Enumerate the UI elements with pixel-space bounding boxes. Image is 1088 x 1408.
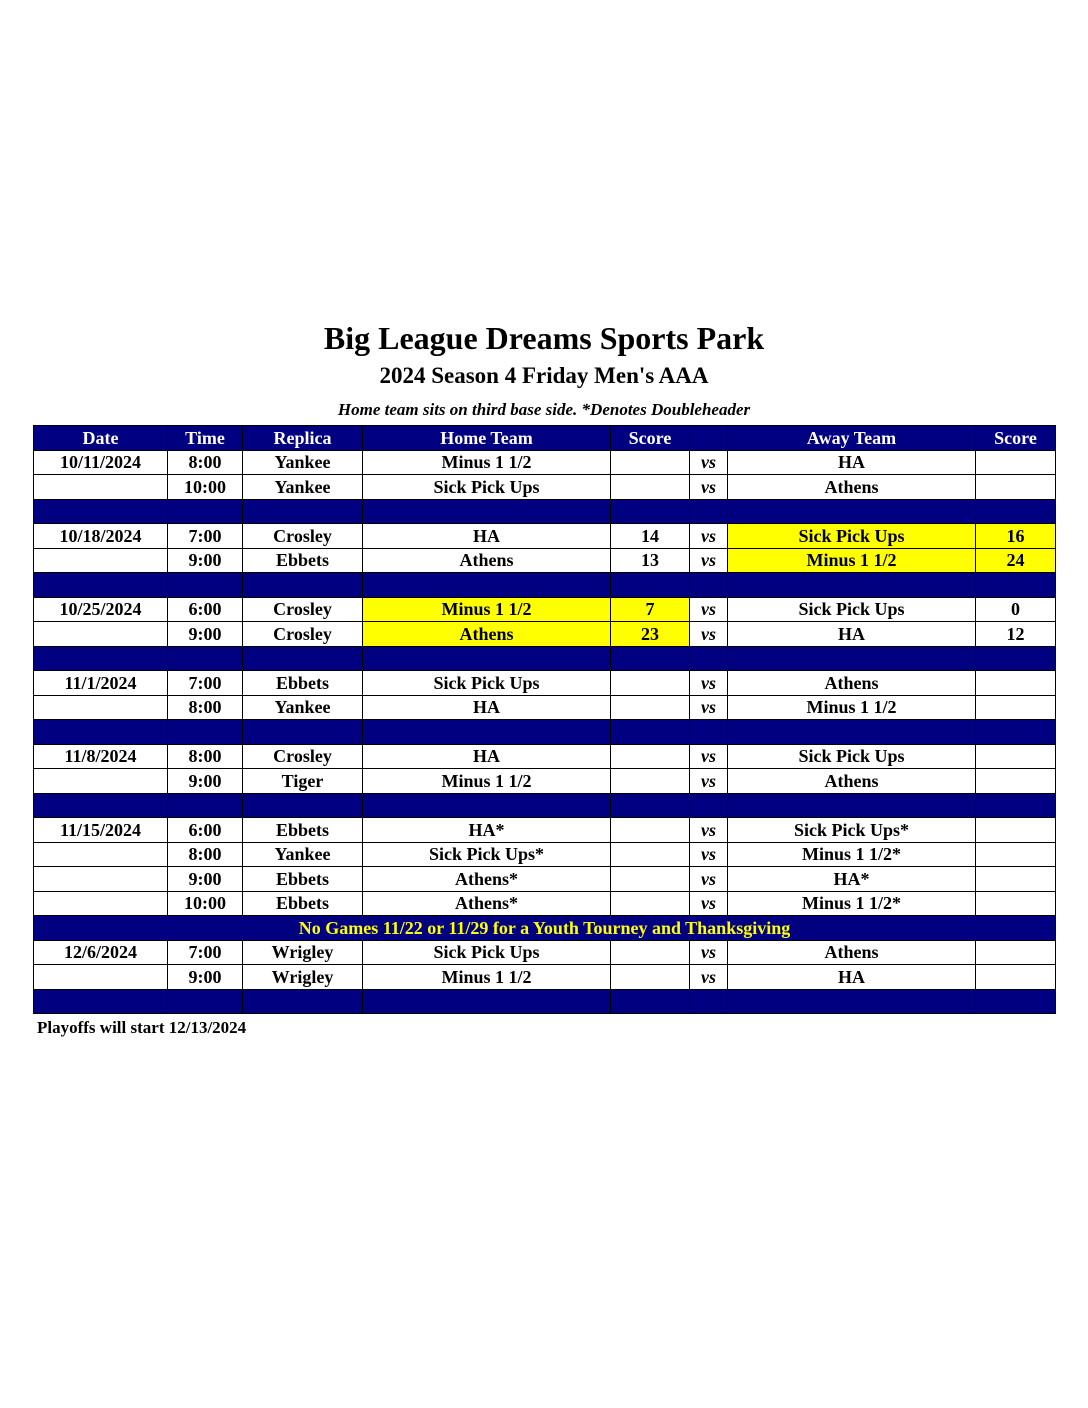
cell-replica: Yankee: [243, 475, 363, 500]
cell-date: [34, 695, 168, 720]
cell-away-score: 0: [976, 597, 1056, 622]
table-row: [34, 622, 1056, 647]
cell-date: [34, 842, 168, 867]
cell-home-score-winner: 23: [611, 622, 690, 647]
table-row: [34, 769, 1056, 794]
cell-home-score: [611, 965, 690, 990]
cell-away-team: HA: [728, 965, 976, 990]
table-row: [34, 671, 1056, 696]
no-games-banner-row: [34, 916, 1056, 941]
separator-row: [34, 720, 1056, 745]
cell-home-team: Sick Pick Ups: [363, 671, 611, 696]
cell-date: [34, 965, 168, 990]
cell-date: 10/18/2024: [34, 524, 168, 549]
cell-replica: Wrigley: [243, 965, 363, 990]
table-row: [34, 891, 1056, 916]
cell-home-score: [611, 450, 690, 475]
cell-home-team: Sick Pick Ups*: [363, 842, 611, 867]
cell-home-score-winner: 7: [611, 597, 690, 622]
cell-time: 10:00: [168, 891, 243, 916]
cell-vs: vs: [690, 597, 728, 622]
cell-home-team: Minus 1 1/2: [363, 965, 611, 990]
table-row: [34, 867, 1056, 892]
cell-vs: vs: [690, 842, 728, 867]
table-row: [34, 524, 1056, 549]
cell-home-team: Athens*: [363, 867, 611, 892]
cell-time: 6:00: [168, 597, 243, 622]
col-header-time: Time: [168, 426, 243, 451]
cell-away-team: Athens: [728, 475, 976, 500]
cell-away-score: 12: [976, 622, 1056, 647]
cell-vs: vs: [690, 769, 728, 794]
cell-away-score: [976, 965, 1056, 990]
cell-away-score-winner: 24: [976, 548, 1056, 573]
cell-vs: vs: [690, 548, 728, 573]
cell-time: 8:00: [168, 695, 243, 720]
cell-away-team: Minus 1 1/2*: [728, 842, 976, 867]
cell-away-score: [976, 744, 1056, 769]
cell-replica: Ebbets: [243, 548, 363, 573]
cell-time: 9:00: [168, 965, 243, 990]
cell-home-team: HA: [363, 695, 611, 720]
cell-home-score: [611, 769, 690, 794]
cell-away-score: [976, 475, 1056, 500]
cell-home-score: 14: [611, 524, 690, 549]
cell-vs: vs: [690, 940, 728, 965]
cell-away-team: Sick Pick Ups*: [728, 818, 976, 843]
cell-away-score: [976, 818, 1056, 843]
cell-date: 10/25/2024: [34, 597, 168, 622]
cell-vs: vs: [690, 622, 728, 647]
cell-away-team: HA: [728, 450, 976, 475]
cell-home-team: HA: [363, 744, 611, 769]
cell-time: 9:00: [168, 622, 243, 647]
cell-date: 10/11/2024: [34, 450, 168, 475]
cell-date: [34, 475, 168, 500]
cell-replica: Ebbets: [243, 867, 363, 892]
cell-time: 9:00: [168, 867, 243, 892]
table-row: [34, 597, 1056, 622]
cell-replica: Crosley: [243, 524, 363, 549]
table-row: [34, 818, 1056, 843]
cell-away-score: [976, 842, 1056, 867]
cell-home-team: HA: [363, 524, 611, 549]
cell-date: [34, 891, 168, 916]
cell-date: 11/1/2024: [34, 671, 168, 696]
schedule-note: Home team sits on third base side. *Denotes Doubleheader: [337, 400, 751, 419]
cell-replica: Crosley: [243, 597, 363, 622]
cell-away-team: Athens: [728, 671, 976, 696]
table-row: [34, 940, 1056, 965]
table-header-row: [34, 426, 1056, 451]
cell-away-score: [976, 671, 1056, 696]
cell-home-team: Athens: [363, 548, 611, 573]
col-header-away-team: Away Team: [728, 426, 976, 451]
cell-home-score: [611, 891, 690, 916]
cell-vs: vs: [690, 475, 728, 500]
cell-replica: Yankee: [243, 695, 363, 720]
table-row: [34, 744, 1056, 769]
cell-away-score: [976, 450, 1056, 475]
table-row: [34, 548, 1056, 573]
no-games-banner: No Games 11/22 or 11/29 for a Youth Tourney and Thanksgiving: [34, 916, 1056, 941]
cell-home-score: 13: [611, 548, 690, 573]
table-row: [34, 450, 1056, 475]
cell-vs: vs: [690, 524, 728, 549]
cell-date: [34, 548, 168, 573]
cell-home-team: Athens*: [363, 891, 611, 916]
cell-home-team: Minus 1 1/2: [363, 769, 611, 794]
cell-date: 12/6/2024: [34, 940, 168, 965]
cell-away-team: Sick Pick Ups: [728, 597, 976, 622]
table-row: [34, 475, 1056, 500]
cell-vs: vs: [690, 867, 728, 892]
cell-time: 7:00: [168, 524, 243, 549]
cell-vs: vs: [690, 744, 728, 769]
cell-away-team: Athens: [728, 769, 976, 794]
cell-vs: vs: [690, 965, 728, 990]
cell-away-score: [976, 695, 1056, 720]
cell-time: 6:00: [168, 818, 243, 843]
col-header-away-score: Score: [976, 426, 1056, 451]
cell-home-score: [611, 842, 690, 867]
page-subtitle: 2024 Season 4 Friday Men's AAA: [379, 363, 709, 388]
cell-date: 11/8/2024: [34, 744, 168, 769]
table-row: [34, 695, 1056, 720]
cell-replica: Ebbets: [243, 671, 363, 696]
cell-time: 8:00: [168, 842, 243, 867]
cell-date: [34, 622, 168, 647]
table-row: [34, 965, 1056, 990]
cell-home-team: Sick Pick Ups: [363, 475, 611, 500]
col-header-vs: [690, 426, 728, 451]
cell-date: [34, 867, 168, 892]
cell-away-score: [976, 867, 1056, 892]
cell-time: 8:00: [168, 450, 243, 475]
cell-home-score: [611, 818, 690, 843]
cell-vs: vs: [690, 695, 728, 720]
cell-time: 7:00: [168, 671, 243, 696]
cell-date: 11/15/2024: [34, 818, 168, 843]
cell-away-team: HA: [728, 622, 976, 647]
cell-replica: Ebbets: [243, 818, 363, 843]
cell-time: 9:00: [168, 548, 243, 573]
cell-replica: Crosley: [243, 622, 363, 647]
cell-away-team-winner: Minus 1 1/2: [728, 548, 976, 573]
separator-row: [34, 646, 1056, 671]
col-header-date: Date: [34, 426, 168, 451]
cell-away-team-winner: Sick Pick Ups: [728, 524, 976, 549]
cell-away-score: [976, 940, 1056, 965]
cell-replica: Tiger: [243, 769, 363, 794]
cell-home-score: [611, 695, 690, 720]
col-header-replica: Replica: [243, 426, 363, 451]
col-header-home-score: Score: [611, 426, 690, 451]
cell-vs: vs: [690, 818, 728, 843]
cell-vs: vs: [690, 450, 728, 475]
separator-row: [34, 793, 1056, 818]
cell-away-team: Minus 1 1/2*: [728, 891, 976, 916]
cell-time: 7:00: [168, 940, 243, 965]
cell-replica: Yankee: [243, 450, 363, 475]
cell-time: 10:00: [168, 475, 243, 500]
cell-home-team: Minus 1 1/2: [363, 450, 611, 475]
separator-row: [34, 989, 1056, 1014]
cell-home-team-winner: Athens: [363, 622, 611, 647]
playoffs-note: Playoffs will start 12/13/2024: [37, 1018, 247, 1037]
cell-away-team: HA*: [728, 867, 976, 892]
col-header-home-team: Home Team: [363, 426, 611, 451]
cell-time: 9:00: [168, 769, 243, 794]
cell-home-score: [611, 940, 690, 965]
separator-row: [34, 573, 1056, 598]
page-title: Big League Dreams Sports Park: [323, 320, 765, 356]
cell-away-team: Athens: [728, 940, 976, 965]
cell-away-score-winner: 16: [976, 524, 1056, 549]
cell-home-score: [611, 867, 690, 892]
cell-away-team: Sick Pick Ups: [728, 744, 976, 769]
cell-vs: vs: [690, 891, 728, 916]
cell-home-score: [611, 475, 690, 500]
schedule-table: [33, 425, 1056, 1014]
cell-replica: Wrigley: [243, 940, 363, 965]
cell-replica: Crosley: [243, 744, 363, 769]
cell-home-team: Sick Pick Ups: [363, 940, 611, 965]
cell-away-score: [976, 769, 1056, 794]
cell-replica: Ebbets: [243, 891, 363, 916]
cell-home-team-winner: Minus 1 1/2: [363, 597, 611, 622]
separator-row: [34, 499, 1056, 524]
table-row: [34, 842, 1056, 867]
cell-time: 8:00: [168, 744, 243, 769]
cell-date: [34, 769, 168, 794]
cell-vs: vs: [690, 671, 728, 696]
cell-away-team: Minus 1 1/2: [728, 695, 976, 720]
cell-home-score: [611, 671, 690, 696]
cell-home-score: [611, 744, 690, 769]
cell-home-team: HA*: [363, 818, 611, 843]
cell-replica: Yankee: [243, 842, 363, 867]
cell-away-score: [976, 891, 1056, 916]
